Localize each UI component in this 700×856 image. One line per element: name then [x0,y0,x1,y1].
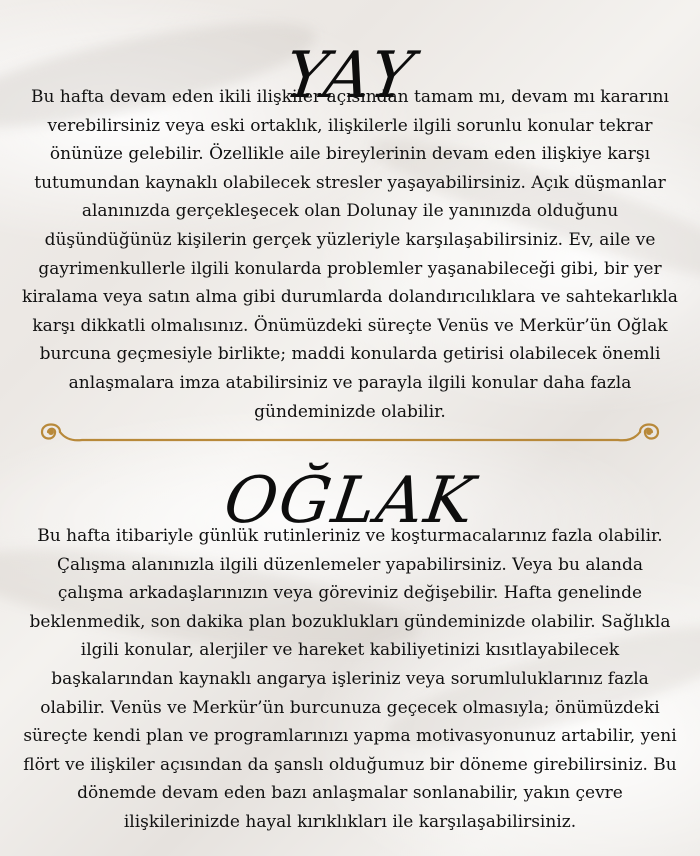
section-body-oglak: Bu hafta itibariyle günlük rutinleriniz ve koşturmacalarınız fazla olabilir. Çalışma alanınızla ilgili düzenlemeler yapabilirsiniz. Veya bu alanda çalışma arkadaşlarınızın veya göreviniz değişebilir. Hafta genelinde beklenmedik, son dakika plan bozuklukları gündeminizde olabilir. Sağlıkla ilgili konular, alerjiler ve hareket kabiliyetinizi kısıtlayabilecek başkalarından kaynaklı angarya işleriniz veya sorumluluklarınız fazla olabilir. Venüs ve Merkür’ün burcunuza geçecek olmasıyla; önümüzdeki süreçte kendi plan ve programlarınızı yapma motivasyonunuz artabilir, yeni flört ve ilişkiler açısından da şanslı olduğumuz bir döneme girebilirsiniz. Bu dönemde devam eden bazı anlaşmalar sonlanabilir, yakın çevre ilişkilerinizde hayal kırıklıkları ile karşılaşabilirsiniz. [23,526,677,832]
section-body-yay: Bu hafta devam eden ikili ilişkiler açısından tamam mı, devam mı kararını verebilirsiniz veya eski ortaklık, ilişkilerle ilgili sorunlu konular tekrar önünüze gelebilir. Özellikle aile bireylerinin devam eden ilişkiye karşı tutumundan kaynaklı olabilecek stresler yaşayabilirsiniz. Açık düşmanlar alanınızda gerçekleşecek olan Dolunay ile yanınızda olduğunu düşündüğünüz kişilerin gerçek yüzleriyle karşılaşabilirsiniz. Ev, aile ve gayrimenkullerle ilgili konularda problemler yaşanabileceği gibi, bir yer kiralama veya satın alma gibi durumlarda dolandırıcılıklara ve sahtekarlıkla karşı dikkatli olmalısınız. Önümüzdeki süreçte Venüs ve Merkür’ün Oğlak burcuna geçmesiyle birlikte; maddi konularda getirisi olabilecek önemli anlaşmalara imza atabilirsiniz ve parayla ilgili konular daha fazla gündeminizde olabilir. [22,87,678,422]
section-title-yay: YAY [280,38,420,113]
section-title-oglak: OĞLAK [219,463,481,538]
ornamental-divider-icon [34,414,666,450]
